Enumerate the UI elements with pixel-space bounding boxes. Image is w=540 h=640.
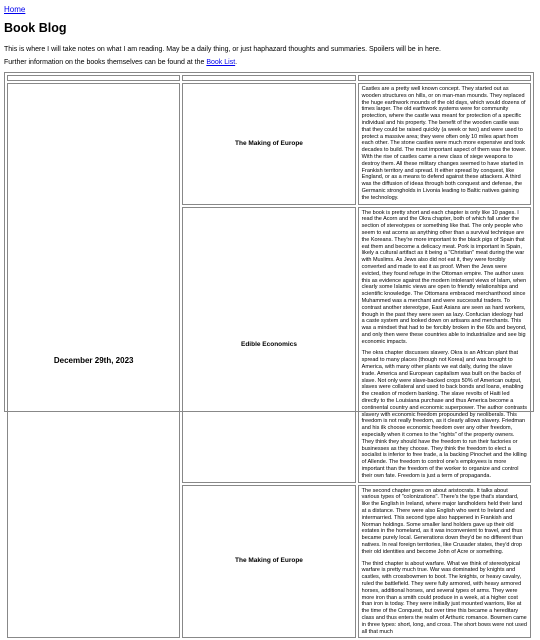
notes-paragraph: The book is pretty short and each chapter is only like 10 pages. I read the Acorn and the Okra chapter, both of which fall under the section of stereotypes or something like that. The only people who seem to eat acorns as anything other than a survival technique are the Koreans. They're more important to the black pigs of Spain that eat them and become a delicacy meat. Pork is important in Spain, likely a cultural artifact as it being a "Christian" meat during the war with Muslims. As Jews also did not eat it, they were forcibly converted and made to eat it as proof. When the Jews were evicted, they found refuge in the Ottoman empire. The author uses this as evidence against the modern intolerant views of Islam, when clearly some Islamic views are open to friendly relationships and scientific knowledge. The Ottomans embraced merchanthood since Muhammed was a merchant and were successful traders. To contrast another stereotype, East Asians are seen as hard workers, though in the past they were seen as lazy. Confucian ideology had a caste system and looked down on artisans and merchants. This was a mindset that had to be forcibly broken in the 60s and beyond, and only then were these countries able to industrialize and see big economic impacts. bbox=[361, 209, 527, 345]
entries-table-frame bbox=[4, 72, 534, 635]
table-row bbox=[7, 83, 531, 205]
book-title: Edible Economics bbox=[182, 207, 355, 483]
entry-date: December 29th, 2023 bbox=[7, 83, 180, 638]
intro-text: This is where I will take notes on what I am reading. May be a daily thing, or just haphazard thoughts and summaries. Spoilers will be in here. bbox=[4, 46, 441, 53]
further-prefix: Further information on the books themselves can be found at the bbox=[4, 59, 207, 66]
notes-paragraph: The second chapter goes on about aristocrats. It talks about various types of "colonizations". There's the type that's standard, like the English in Ireland, where major landholders held their land at a distance. There were also English who went to Ireland and intermarried. This second type also happened in Frankish and Norman holdings. Some smaller land holders gave up their old estates in the homeland, as it was inconvenient to travel, and thus became purely local. Generations down they'd be no different than natives. In real foreign territories, like Crusader states, they'd drop their old identities and become John of Acre or something. bbox=[361, 487, 524, 555]
spacer-cell bbox=[182, 75, 355, 81]
entries-table bbox=[5, 73, 533, 640]
further-info-text bbox=[4, 58, 237, 67]
page-title: Book Blog bbox=[4, 21, 67, 35]
book-list-link[interactable]: Book List bbox=[206, 59, 236, 66]
home-link[interactable]: Home bbox=[4, 5, 26, 14]
book-notes bbox=[358, 83, 531, 205]
notes-paragraph: The okra chapter discusses slavery. Okra is an African plant that spread to many places (though not Korea) and was brought to America, with many other plants we eat daily, during the slave trade. America and European capitalism was built on the backs of slave. Not only were slave-backed crops 50% of American output, slaves were collateral and used to back bonds and loans, enabling the creation of modern banking. The slave revolts of Haiti led directly to the Louisiana purchase and thus America become a continental country and economic superpower. The author contrasts slavery with economic freedom propounded by neoliberals. This freedom is not really freedom, as it clearly allows slavery. Friedman and his ilk choose economic freedom over any other freedom, especially when it comes to the "rights" of the property owners. They think they should have the freedom to run their factories or businesses as they choose. They think the freedom to elect a socialist is inferior to free trade, a la backing Pinochet and the killing of Allende. The freedom to control one's employees is more important than the freedom of the worker to organize and control their own fate. Freedom is just a term of propaganda. bbox=[361, 350, 527, 479]
table-spacer-row bbox=[7, 75, 531, 81]
book-title: The Making of Europe bbox=[182, 83, 355, 205]
spacer-cell bbox=[358, 75, 531, 81]
spacer-cell bbox=[7, 75, 180, 81]
notes-paragraph: Castles are a pretty well known concept. They started out as wooden structures on hills, or on man-man mounds. They replaced the huge earthwork mounds of the old days, which would dozens of times larger. The old earthwork systems were for community protection, where the castle was meant for protection of a specific individual and his property. The benefit of the wooden castle was that they could be raised quickly (a week or two) and were used to protect a massive area; they were often only 10 miles apart from each other. The stone castles were much more expensive and took decades to build. The most important aspect of them was the tower. With the rise of castles came a new class of siege weapons to destroy them. All these military changes seemed to have started in Frankish territory and spread. It either spread by conquest, like England, or as a means to defend against these attackers. A third was the diffusion of ideas through both conquest and defense, the Germanic strongholds in Livonia leading to Baltic natives gaining the technology. bbox=[361, 86, 527, 201]
book-notes bbox=[358, 485, 531, 639]
further-suffix: . bbox=[235, 59, 238, 66]
notes-paragraph: The third chapter is about warfare. What we think of stereotypical warfare is pretty much true. War was dominated by knights and castles, with crossbowmen to boot. The knights, or heavy cavalry, ruled the battlefield. They were fully armored, with heavy armored horses, additional horses, and several types of arms. They were more iron than a smith could produce in a week, at a higher cost than iron is today. They were initially just mounted warriors, like at the time of the Conquest, but over time this became a hereditary class and thus enters the realm of Arthuric romance. Bowmen came in three types: short, long, and cross. The short bows were not used all that much bbox=[361, 560, 527, 635]
book-title: The Making of Europe bbox=[182, 485, 355, 639]
book-notes bbox=[358, 207, 531, 483]
